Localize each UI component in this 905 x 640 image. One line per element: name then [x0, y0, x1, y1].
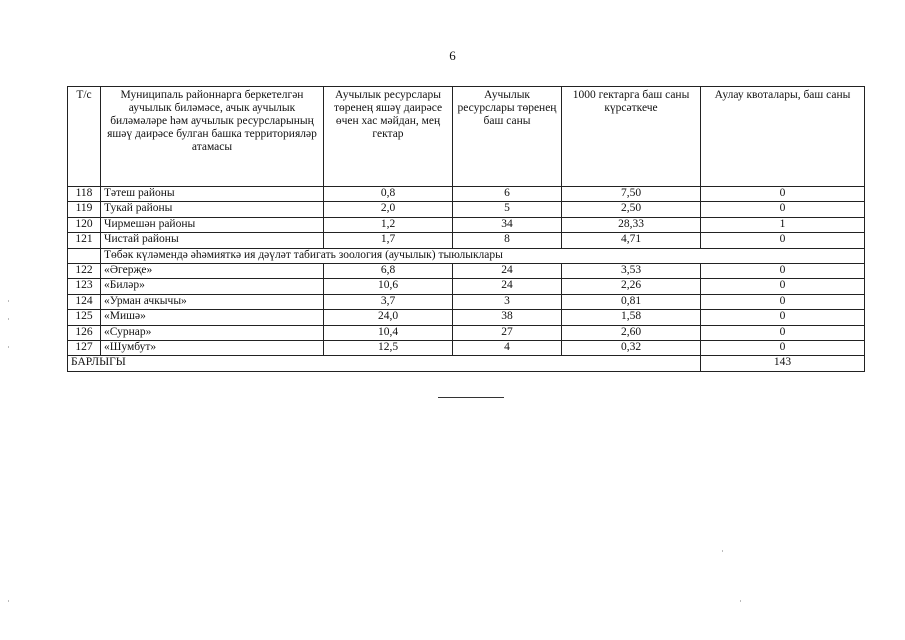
- hunting-quota-table: [67, 86, 865, 372]
- population-value: 8: [453, 233, 562, 248]
- section-title: Төбәк күләмендә әһәмияткә ия дәүләт табигать зоология (аучылык) тыюлыклары: [101, 248, 865, 263]
- row-number: 124: [68, 294, 101, 309]
- section-row: [68, 248, 865, 263]
- area-value: 1,2: [324, 217, 453, 232]
- row-number: 118: [68, 187, 101, 202]
- table-row: [68, 310, 865, 325]
- table-row: [68, 263, 865, 278]
- header-quota: Аулау квоталары, баш саны: [701, 87, 865, 187]
- header-row: [68, 87, 865, 187]
- density-value: 1,58: [562, 310, 701, 325]
- page-number: 6: [449, 48, 456, 63]
- table-row: [68, 294, 865, 309]
- density-value: 28,33: [562, 217, 701, 232]
- row-number: 121: [68, 233, 101, 248]
- population-value: 4: [453, 340, 562, 355]
- row-number: 123: [68, 279, 101, 294]
- total-label: БАРЛЫГЫ: [68, 356, 701, 371]
- quota-value: 0: [701, 310, 865, 325]
- total-row: [68, 356, 865, 371]
- territory-name: «Биләр»: [101, 279, 324, 294]
- population-value: 24: [453, 279, 562, 294]
- area-value: 10,4: [324, 325, 453, 340]
- population-value: 6: [453, 187, 562, 202]
- territory-name: «Мишә»: [101, 310, 324, 325]
- header-population: Аучылык ресурслары төренең баш саны: [453, 87, 562, 187]
- territory-name: Тәтеш районы: [101, 187, 324, 202]
- quota-value: 0: [701, 187, 865, 202]
- row-number: 126: [68, 325, 101, 340]
- territory-name: «Әгерҗе»: [101, 263, 324, 278]
- table-row: [68, 340, 865, 355]
- density-value: 7,50: [562, 187, 701, 202]
- scan-speck: [722, 550, 723, 552]
- population-value: 5: [453, 202, 562, 217]
- row-number: 119: [68, 202, 101, 217]
- territory-name: «Урман ачкычы»: [101, 294, 324, 309]
- territory-name: Чистай районы: [101, 233, 324, 248]
- table-row: [68, 187, 865, 202]
- density-value: 2,60: [562, 325, 701, 340]
- table-row: [68, 325, 865, 340]
- population-value: 38: [453, 310, 562, 325]
- territory-name: Тукай районы: [101, 202, 324, 217]
- scan-speck: [8, 318, 9, 320]
- area-value: 0,8: [324, 187, 453, 202]
- quota-value: 1: [701, 217, 865, 232]
- scan-speck: [8, 300, 9, 302]
- quota-value: 0: [701, 340, 865, 355]
- quota-value: 0: [701, 294, 865, 309]
- population-value: 34: [453, 217, 562, 232]
- total-value: 143: [701, 356, 865, 371]
- density-value: 2,26: [562, 279, 701, 294]
- section-empty-cell: [68, 248, 101, 263]
- territory-name: Чирмешән районы: [101, 217, 324, 232]
- density-value: 3,53: [562, 263, 701, 278]
- area-value: 10,6: [324, 279, 453, 294]
- row-number: 122: [68, 263, 101, 278]
- population-value: 27: [453, 325, 562, 340]
- population-value: 24: [453, 263, 562, 278]
- row-number: 125: [68, 310, 101, 325]
- row-number: 127: [68, 340, 101, 355]
- area-value: 1,7: [324, 233, 453, 248]
- header-area: Аучылык ресурслары төренең яшәү даирәсе өчен хас мәйдан, мең гектар: [324, 87, 453, 187]
- scan-speck: [8, 346, 9, 348]
- area-value: 2,0: [324, 202, 453, 217]
- header-territory-name: Муниципаль районнарга беркетелгән аучылык биләмәсе, ачык аучылык биләмәләре һәм аучылык ресурсларының яшәү даирәсе булган башка территорияләр атамасы: [101, 87, 324, 187]
- territory-name: «Сурнар»: [101, 325, 324, 340]
- area-value: 24,0: [324, 310, 453, 325]
- quota-value: 0: [701, 263, 865, 278]
- area-value: 6,8: [324, 263, 453, 278]
- table-row: [68, 279, 865, 294]
- header-density: 1000 гектарга баш саны күрсәткече: [562, 87, 701, 187]
- table-row: [68, 202, 865, 217]
- table-row: [68, 233, 865, 248]
- density-value: 0,81: [562, 294, 701, 309]
- quota-value: 0: [701, 233, 865, 248]
- scan-speck: [8, 600, 9, 602]
- end-of-table-rule: [438, 397, 504, 398]
- table-row: [68, 217, 865, 232]
- quota-value: 0: [701, 202, 865, 217]
- quota-value: 0: [701, 279, 865, 294]
- quota-value: 0: [701, 325, 865, 340]
- territory-name: «Шумбут»: [101, 340, 324, 355]
- density-value: 4,71: [562, 233, 701, 248]
- population-value: 3: [453, 294, 562, 309]
- area-value: 12,5: [324, 340, 453, 355]
- density-value: 0,32: [562, 340, 701, 355]
- area-value: 3,7: [324, 294, 453, 309]
- header-number: Т/с: [68, 87, 101, 187]
- density-value: 2,50: [562, 202, 701, 217]
- scan-speck: [740, 600, 741, 602]
- row-number: 120: [68, 217, 101, 232]
